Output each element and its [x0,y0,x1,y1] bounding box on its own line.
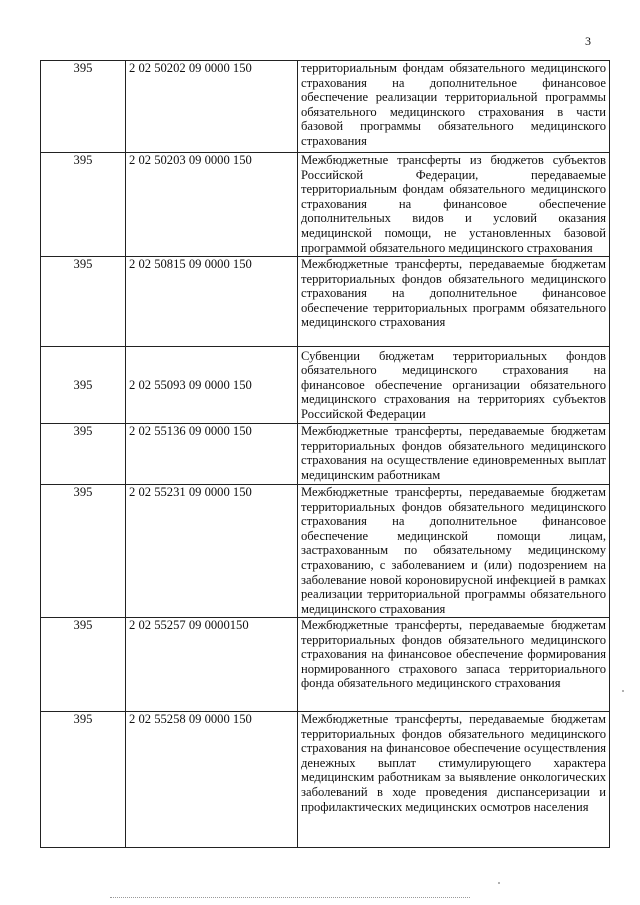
admin-code-cell: 395 [41,618,126,712]
scan-artifact-dot [622,690,624,692]
admin-code-cell: 395 [41,153,126,257]
budget-code-cell: 2 02 55257 09 0000150 [126,618,298,712]
description-cell: Межбюджетные трансферты, передаваемые бюджетам территориальных фондов обязательного медицинского страхования на финансовое обеспечение формирования нормированного страхового запаса территориального фонда обязательного медицинского страхования [298,618,610,712]
budget-codes-table [40,60,610,848]
table-row [41,424,610,485]
description-cell: Субвенции бюджетам территориальных фондов обязательного медицинского страхования на финансовое обеспечение организации обязательного медицинского страхования на территориях субъектов Российской Федерации [298,347,610,424]
table-row [41,618,610,712]
table-row [41,485,610,618]
description-cell: Межбюджетные трансферты, передаваемые бюджетам территориальных фондов обязательного медицинского страхования на осуществление единовременных выплат медицинским работникам [298,424,610,485]
table-row [41,153,610,257]
budget-code-cell: 2 02 50203 09 0000 150 [126,153,298,257]
table-row [41,61,610,153]
table-row [41,712,610,848]
description-cell: Межбюджетные трансферты, передаваемые бюджетам территориальных фондов обязательного медицинского страхования на дополнительное финансовое обеспечение медицинской помощи лицам, застрахованным по обязательному медицинскому страхованию, с заболеванием и (или) подозрением на заболевание новой короновирусной инфекцией в рамках реализации территориальной программы обязательного медицинского страхования [298,485,610,618]
budget-code-cell: 2 02 55258 09 0000 150 [126,712,298,848]
scan-artifact-dot [498,882,500,884]
page-number: 3 [585,34,591,48]
admin-code-cell: 395 [41,257,126,347]
budget-code-cell: 2 02 50815 09 0000 150 [126,257,298,347]
budget-code-cell: 2 02 50202 09 0000 150 [126,61,298,153]
budget-code-cell: 2 02 55136 09 0000 150 [126,424,298,485]
description-cell: Межбюджетные трансферты, передаваемые бюджетам территориальных фондов обязательного медицинского страхования на финансовое обеспечение осуществления денежных выплат стимулирующего характера медицинским работникам за выявление онкологических заболеваний в ходе проведения диспансеризации и профилактических медицинских осмотров населения [298,712,610,848]
admin-code-cell: 395 [41,424,126,485]
table-row [41,257,610,347]
description-cell: территориальным фондам обязательного медицинского страхования на дополнительное финансовое обеспечение реализации территориальной программы обязательного медицинского страхования в части базовой программы обязательного медицинского страхования [298,61,610,153]
admin-code-cell: 395 [41,61,126,153]
admin-code-cell: 395 [41,347,126,424]
budget-code-cell: 2 02 55093 09 0000 150 [126,347,298,424]
table-row [41,347,610,424]
scan-artifact-line [110,897,470,898]
admin-code-cell: 395 [41,485,126,618]
budget-code-cell: 2 02 55231 09 0000 150 [126,485,298,618]
description-cell: Межбюджетные трансферты из бюджетов субъектов Российской Федерации, передаваемые территориальным фондам обязательного медицинского страхования на финансовое обеспечение дополнительных видов и условий оказания медицинской помощи, не установленных базовой программой обязательного медицинского страхования [298,153,610,257]
admin-code-cell: 395 [41,712,126,848]
description-cell: Межбюджетные трансферты, передаваемые бюджетам территориальных фондов обязательного медицинского страхования на дополнительное финансовое обеспечение территориальных программ обязательного медицинского страхования [298,257,610,347]
